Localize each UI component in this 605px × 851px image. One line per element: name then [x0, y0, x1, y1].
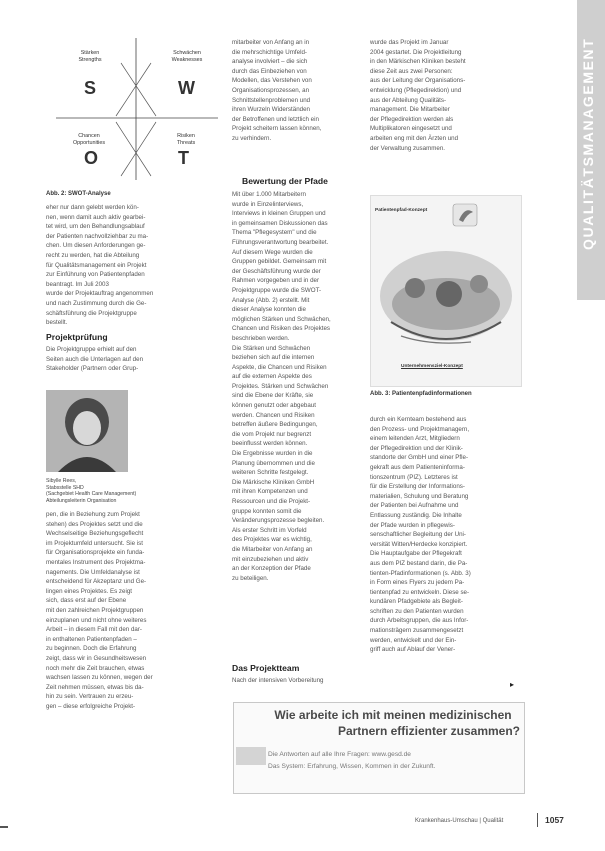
swot-strengths-label: Stärken Strengths: [78, 50, 102, 63]
swot-letter-t: T: [178, 148, 189, 168]
swot-letter-s: S: [84, 78, 97, 98]
col2-paragraph-1: mitarbeiter von Anfang an in die mehrschichtige Umfeld- analyse involviert – die sich durch das Einbeziehen von Modellen, das Verstehen von Organisationsprozessen, an Schnittstellenproblemen und ihren Wurzeln Widerständen der Betroffenen und letztlich ein Projekt scheitern lassen können, zu verhindern.: [232, 39, 322, 142]
ad-body-2: Das System: Erfahrung, Wissen, Kommen in der Zukunft.: [268, 763, 436, 770]
page-number: 1057: [545, 815, 564, 825]
col3-paragraph-1: wurde das Projekt im Januar 2004 gestartet. Die Projektleitung in den Märkischen Kliniken besteht diese Zeit aus zwei Personen: aus der Leitung der Organisations- entwicklung (Pflegedirektion) und aus der Abteilung Qualitäts- management. Die Mitarbeiter der Pflegedirektion werden als Multiplikatoren eingesetzt und arbeiten eng mit den Ärzten und der Verwaltung zusammen.: [370, 39, 466, 152]
patient-path-figure: [370, 195, 522, 387]
swot-weaknesses-label: Schwächen Weaknesses: [171, 50, 203, 63]
author-caption: Sibylle Rees, Stabsstelle SHD (Sachgebiet Health Care Management) Abteilungsleiterin Organisation: [46, 478, 137, 504]
section-label: QUALITÄTSMANAGEMENT: [580, 37, 596, 250]
continue-arrow-icon: ▸: [510, 680, 515, 689]
heading-bewertung-der-pfade: Bewertung der Pfade: [242, 176, 328, 186]
col1-paragraph-2: Die Projektgruppe erhielt auf den Seiten auch die Unterlagen auf den Stakeholder (Partnern oder Grup-: [46, 346, 144, 373]
col3-paragraph-2: durch ein Kernteam bestehend aus den Prozess- und Projektmanagern, einem leitenden Arzt, Mitgliedern der Pflegedirektion und der Klinik- standorte der GmbH und einer Pfle- gekraft aus dem Patienteninforma- tionszentrum (PIZ). Letzteres ist für die Erstellung der Informations- materialien, Schulung und Beratung der Patienten bei Aufnahme und Entlassung zuständig. Die Inhalte der Pfade wurden in pflegewis- senschaftlicher Begleitung der Uni- versität Witten/Herdecke konzipiert. Die Hauptaufgabe der Pflegekraft aus dem PIZ bestand darin, die Pa- tienten-Pfadinformationen (s. Abb. 3) in Form eines Flyers zu jedem Pa- tientenpfad zu entwickeln. Diese se- kundären Pfadgebiete als Begleit- schriften zu den Patienten wurden durch Arbeitsgruppen, die aus Infor- mationsträgern zusammengesetzt werden, entwickelt und der Ein- griff auch auf Ablauf der Vener-: [370, 416, 471, 654]
author-portrait-image: [46, 390, 128, 472]
figure-subtitle: Unternehmensziel-Konzept: [401, 364, 463, 369]
heading-projektpruefung: Projektprüfung: [46, 332, 108, 342]
ad-headline-2: Partnern effizienter zusammen?: [337, 724, 520, 738]
swot-opportunities-label: Chancen Opportunities: [72, 133, 106, 146]
swot-caption: Abb. 2: SWOT-Analyse: [46, 191, 111, 197]
footer-divider: [537, 813, 538, 827]
swot-threats-label: Risiken Threats: [176, 133, 196, 146]
col1-paragraph-1: eher nur dann gelebt werden kön- nen, wenn damit auch aktiv gearbei- tet wird, um den Behandlungsablauf der Patienten nachvollziehbar zu ma- chen. Um diesen Anforderungen ge- recht zu werden, hat die Abteilung für Qualitätsmanagement ein Projekt zur Einführung von Patientenpfaden beantragt. Im Juli 2003 wurde der Projektauftrag angenommen und nach Zustimmung durch die Ge- schäftsführung die Projektgruppe bestellt.: [46, 204, 154, 326]
figure-illustration: [371, 196, 521, 386]
ad-body-1: Die Antworten auf alle Ihre Fragen: www.gesd.de: [268, 751, 411, 758]
section-sidebar-tab: [577, 0, 605, 300]
footer-journal: Krankenhaus-Umschau | Qualität: [415, 818, 504, 824]
ad-headline-1: Wie arbeite ich mit meinen medizinischen: [274, 708, 512, 722]
swot-letter-w: W: [178, 78, 195, 98]
advertisement-box: [233, 702, 525, 794]
col2-paragraph-3: Nach der intensiven Vorbereitung: [232, 677, 324, 684]
figure-title: Patientenpfad-Konzept: [375, 208, 428, 213]
col1-paragraph-3: pen, die in Beziehung zum Projekt stehen) des Projektes setzt und die Wechselseitige Beziehungsgeflecht im Projektumfeld untersucht. Sie ist für Organisationsprojekte ein funda- mentales Instrument des Projektma- nagements. Die Umfeldanalyse ist entscheidend für Akzeptanz und Ge- lingen eines Projektes. Es zeigt sich, dass erst auf der Ebene mit den zahlreichen Projektgruppen einzuplanen und nicht ohne weiteres Arbeit – in diesem Fall mit den dar- in enthaltenen Patientenpfaden – zu beginnen. Doch die Erfahrung zeigt, dass wir in Gesundheitswesen noch mehr die Zeit brauchen, etwas wachsen lassen zu können, wegen der Zeit nehmen müssen, etwas bis da- hin zu sein. Vertrauen zu erzeu- gen – diese erfolgreiche Projekt-: [46, 511, 153, 710]
swot-letter-o: O: [84, 148, 99, 168]
col2-paragraph-2: Mit über 1.000 Mitarbeitern wurde in Einzelinterviews, Interviews in kleinen Gruppen und in gemeinsamen Diskussionen das Thema "Pflegesystem" und die Führungsverantwortung bearbeitet. Auf diesem Wege wurden die Gruppen gebildet. Gemeinsam mit der Geschäftsführung wurde der Rahmen vorgegeben und in der Projektgruppe wurde die SWOT- Analyse (Abb. 2) erstellt. Mit dieser Analyse konnten die möglichen Stärken und Schwächen, Chancen und Risiken des Projektes beschrieben werden. Die Stärken und Schwächen beziehen sich auf die internen Aspekte, die Chancen und Risiken auf die externen Aspekte des Projektes. Stärken und Schwächen sind die Ebene der Kräfte, sie können genutzt oder abgebaut werden. Chancen und Risiken betreffen äußere Bedingungen, die vom Projekt nur begrenzt beeinflusst werden können. Die Ergebnisse wurden in die Planung übernommen und die weiteren Schritte festgelegt. Die Märkische Kliniken GmbH mit ihren Kompetenzen und Ressourcen und die Projekt- gruppe konnten somit die Veränderungsprozesse begleiten. Als erster Schritt im Vorfeld des Projektes war es wichtig, die Mitarbeiter von Anfang an mit einzubeziehen und aktiv an der Konzeption der Pfade zu beteiligen.: [232, 191, 331, 582]
heading-das-projektteam: Das Projektteam: [232, 663, 300, 673]
corner-mark: [0, 826, 8, 828]
patient-path-caption: Abb. 3: Patientenpfadinformationen: [370, 391, 472, 397]
ad-logo-mark: [236, 747, 266, 765]
swot-figure: [46, 38, 226, 188]
author-photo: [46, 390, 128, 472]
